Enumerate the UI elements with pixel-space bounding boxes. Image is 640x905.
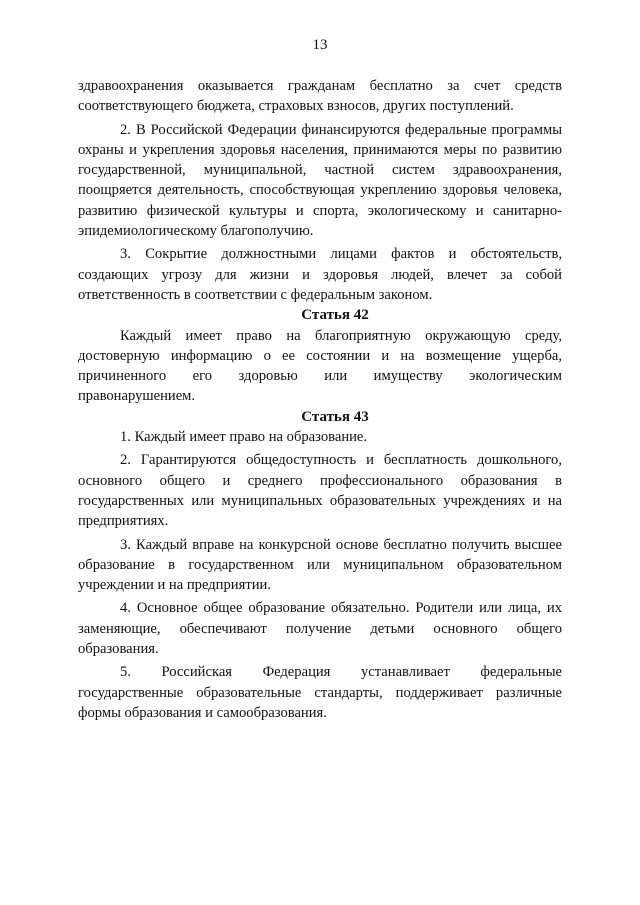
paragraph: 3. Сокрытие должностными лицами фактов и обстоятельств, создающих угрозу для жизни и здоровья людей, влечет за собой ответственность в соответствии с федеральным законом. — [78, 246, 562, 303]
article-43-title: Статья 43 — [301, 408, 369, 425]
paragraph: 2. Гарантируются общедоступность и бесплатность дошкольного, основного общего и среднего профессионального образования в государственных или муниципальных образовательных учреждениях и на предприятиях. — [78, 452, 562, 530]
paragraph: 1. Каждый имеет право на образование. — [120, 429, 368, 446]
document-body — [78, 76, 562, 723]
article-43 — [78, 427, 562, 723]
article-42-title: Статья 42 — [301, 307, 369, 324]
paragraph: 3. Каждый вправе на конкурсной основе бесплатно получить высшее образование в государственном или муниципальном образовательном учреждении и на предприятии. — [78, 536, 562, 594]
paragraph: 4. Основное общее образование обязательно. Родители или лица, их заменяющие, обеспечивают получение детьми основного общего образования. — [78, 600, 562, 658]
page-number: 13 — [312, 37, 328, 53]
paragraph: 5. Российская Федерация устанавливает федеральные государственные образовательные стандарты, поддерживает различные формы образования и самообразования. — [78, 664, 562, 721]
paragraph: Каждый имеет право на благоприятную окружающую среду, достоверную информацию о ее состоянии и на возмещение ущерба, причиненного его здоровью или имуществу экологическим правонарушением. — [78, 327, 562, 405]
article-41-continuation — [78, 76, 562, 305]
paragraph: 2. В Российской Федерации финансируются федеральные программы охраны и укрепления здоровья населения, принимаются меры по развитию государственной, муниципальной, частной систем здравоохранения, поощряется деятельность, способствующая укреплению здоровья человека, развитию физической культуры и спорта, экологическому и санитарно-эпидемиологическому благополучию. — [78, 121, 562, 240]
article-42 — [78, 326, 562, 407]
paragraph: здравоохранения оказывается гражданам бесплатно за счет средств соответствующего бюджета, страховых взносов, других поступлений. — [78, 78, 562, 115]
